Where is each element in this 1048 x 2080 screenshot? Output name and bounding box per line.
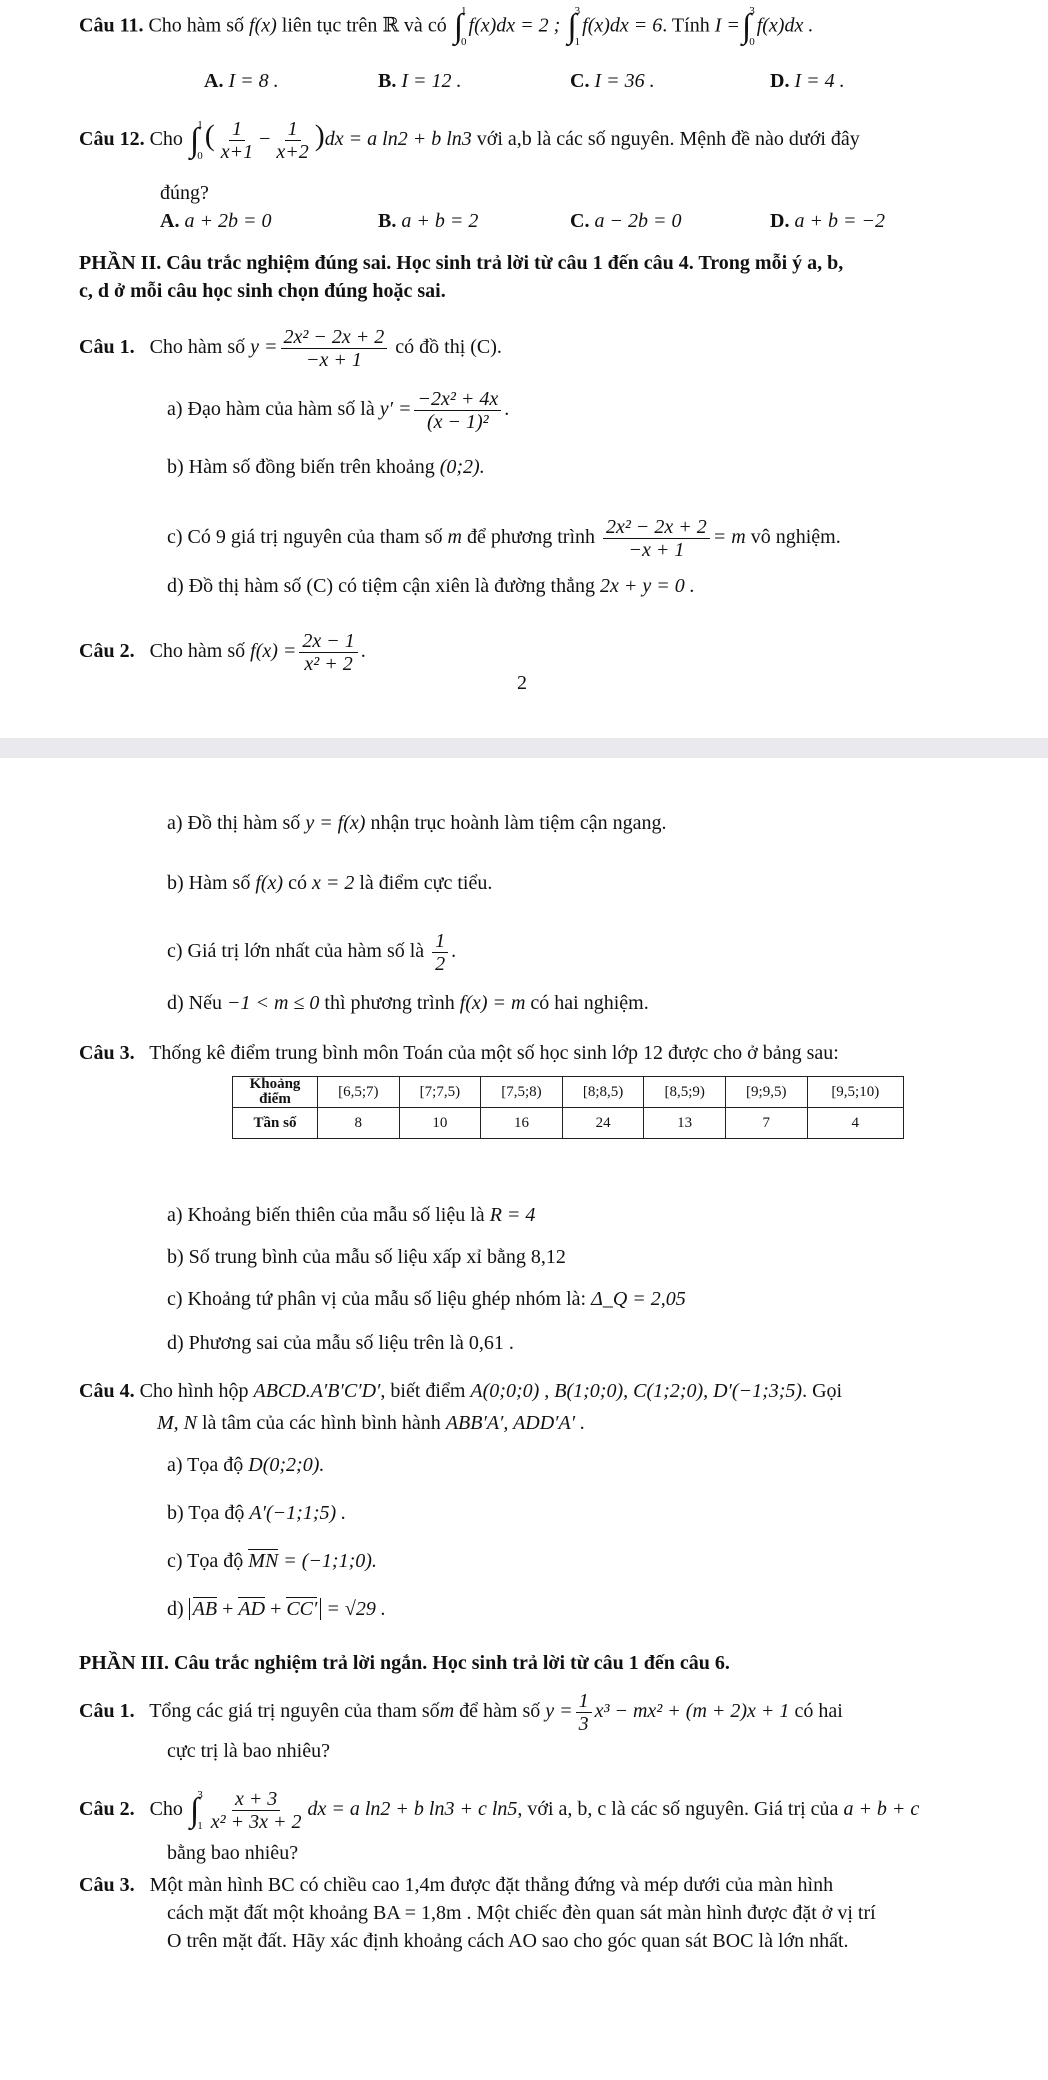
option-b: B. I = 12 . (378, 70, 462, 92)
table-cell: [9;9,5) (725, 1077, 807, 1108)
part2-q4-item-c: c) Tọa độ MN = (−1;1;0). (167, 1550, 377, 1572)
table-cell: 16 (481, 1108, 563, 1139)
part2-q4-item-d: d) AB + AD + CC′ = √29 . (167, 1598, 386, 1620)
part2-q4-item-b: b) Tọa độ A′(−1;1;5) . (167, 1502, 347, 1524)
option-a: A. I = 8 . (204, 70, 279, 92)
part3-question-3-line2: cách mặt đất một khoảng BA = 1,8m . Một chiếc đèn quan sát màn hình được đặt ở vị trí (167, 1902, 876, 1924)
table-cell: [8;8,5) (562, 1077, 644, 1108)
part2-q1-item-b: b) Hàm số đồng biến trên khoảng (0;2). (167, 456, 485, 478)
part2-q4-item-a: a) Tọa độ D(0;2;0). (167, 1454, 325, 1476)
table-cell: [6,5;7) (318, 1077, 400, 1108)
integral-1: ∫ 1 0 (453, 5, 467, 48)
part2-q3-item-b: b) Số trung bình của mẫu số liệu xấp xỉ bằng 8,12 (167, 1246, 566, 1268)
page-2 (0, 758, 1048, 2080)
table-cell: 10 (399, 1108, 481, 1139)
part3-question-3: Câu 3. Một màn hình BC có chiều cao 1,4m được đặt thẳng đứng và mép dưới của màn hình (79, 1874, 834, 1896)
part2-q2-item-d: d) Nếu −1 < m ≤ 0 thì phương trình f(x) = m có hai nghiệm. (167, 992, 649, 1014)
table-cell: 24 (562, 1108, 644, 1139)
page-gap (0, 738, 1048, 758)
table-header: Tần số (233, 1108, 318, 1139)
part-3-heading: PHẦN III. Câu trắc nghiệm trả lời ngắn. Học sinh trả lời từ câu 1 đến câu 6. (79, 1652, 730, 1674)
table-cell: 13 (644, 1108, 726, 1139)
table-cell: [7;7,5) (399, 1077, 481, 1108)
part3-question-1: Câu 1. Tổng các giá trị nguyên của tham sốm để hàm số y = $\frac{1}{3}$ x³ − mx² + (m + 2)x + 1 có hai (79, 1690, 843, 1735)
part2-q3-item-a: a) Khoảng biến thiên của mẫu số liệu là R = 4 (167, 1204, 536, 1226)
question-label: Câu 12. (79, 128, 145, 151)
option-a: A. a + 2b = 0 (160, 210, 272, 232)
part3-question-2-cont: bằng bao nhiêu? (167, 1842, 299, 1864)
part2-q1-item-d: d) Đồ thị hàm số (C) có tiệm cận xiên là đường thẳng 2x + y = 0 . (167, 575, 695, 597)
table-header: Khoảng điểm (233, 1077, 318, 1108)
page-number: 2 (517, 672, 527, 694)
part3-question-2: Câu 2. Cho ∫ 3 1 $\frac{x + 3}{\text{x² + 3x + 2}}$ dx = a ln2 + b ln3 + c ln5, với a, b, c là các số nguyên. Giá trị của a + b + c (79, 1788, 920, 1833)
frequency-table (232, 1076, 904, 1139)
integral-2: ∫ 3 1 (567, 5, 581, 48)
option-d: D. I = 4 . (770, 70, 845, 92)
table-cell: [9,5;10) (807, 1077, 903, 1108)
table-cell: [8,5;9) (644, 1077, 726, 1108)
part2-question-3: Câu 3. Thống kê điểm trung bình môn Toán của một số học sinh lớp 12 được cho ở bảng sau: (79, 1042, 839, 1064)
part2-question-4-cont: M, N là tâm của các hình bình hành ABB′A′, ADD′A′ . (157, 1412, 586, 1434)
part2-q1-item-a: a) Đạo hàm của hàm số là y′ = $\frac{\text{−2x² + 4x}}{\text{(x − 1)²}}$ . (167, 388, 510, 433)
table-cell: 7 (725, 1108, 807, 1139)
table-cell: [7,5;8) (481, 1077, 563, 1108)
part3-question-1-cont: cực trị là bao nhiêu? (167, 1740, 330, 1762)
part3-question-3-line3: O trên mặt đất. Hãy xác định khoảng cách AO sao cho góc quan sát BOC là lớn nhất. (167, 1930, 849, 1952)
question-label: Câu 11. (79, 14, 144, 37)
option-b: B. a + b = 2 (378, 210, 479, 232)
integral-3: ∫ 3 0 (741, 5, 755, 48)
table-row (233, 1077, 904, 1108)
part2-q2-item-b: b) Hàm số f(x) có x = 2 là điểm cực tiểu. (167, 872, 493, 894)
part-2-heading-cont: c, d ở mỗi câu học sinh chọn đúng hoặc sai. (79, 280, 446, 302)
part2-q3-item-c: c) Khoảng tứ phân vị của mẫu số liệu ghép nhóm là: Δ_Q = 2,05 (167, 1288, 686, 1310)
question-12: Câu 12. Cho ∫ 1 0 ( $\frac{1}{x+1}$ − $\frac{1}{x+2}$ )dx = a ln2 + b ln3 với a,b là các số nguyên. Mệnh đề nào dưới đây (79, 118, 860, 163)
option-c: C. a − 2b = 0 (570, 210, 682, 232)
part2-question-4: Câu 4. Cho hình hộp ABCD.A′B′C′D′, biết điểm A(0;0;0) , B(1;0;0), C(1;2;0), D′(−1;3;5). Gọi (79, 1380, 843, 1402)
option-d: D. a + b = −2 (770, 210, 885, 232)
integral: ∫ 3 1 (189, 1788, 203, 1832)
part2-q2-item-a: a) Đồ thị hàm số y = f(x) nhận trục hoành làm tiệm cận ngang. (167, 812, 667, 834)
integral: ∫ 1 0 (189, 118, 203, 162)
part2-question-1: Câu 1. Cho hàm số y = $\frac{\text{2x² − 2x + 2}}{-x + 1}$ có đồ thị (C). (79, 326, 502, 371)
part2-question-2: Câu 2. Cho hàm số f(x) = $\frac{2x - 1}{\text{x² + 2}}$ . (79, 630, 366, 675)
part2-q1-item-c: c) Có 9 giá trị nguyên của tham số m để phương trình $\frac{\text{2x² − 2x + 2}}{-x + 1}$ = m vô nghiệm. (167, 516, 841, 561)
part2-q3-item-d: d) Phương sai của mẫu số liệu trên là 0,61 . (167, 1332, 514, 1354)
part2-q2-item-c: c) Giá trị lớn nhất của hàm số là $\frac{1}{2}$ . (167, 930, 457, 975)
table-row (233, 1108, 904, 1139)
page-1 (0, 0, 1048, 738)
question-11: Câu 11. Cho hàm số f(x) liên tục trên ℝ và có ∫ 1 0 f(x)dx = 2 ; ∫ 3 1 f(x)dx = 6. Tính I = ∫ 3 0 f(x)dx . (79, 5, 814, 48)
option-c: C. I = 36 . (570, 70, 655, 92)
part-2-heading: PHẦN II. Câu trắc nghiệm đúng sai. Học sinh trả lời từ câu 1 đến câu 4. Trong mỗi ý a, b, (79, 252, 844, 274)
question-12-continued: đúng? (160, 182, 209, 204)
table-cell: 4 (807, 1108, 903, 1139)
table-cell: 8 (318, 1108, 400, 1139)
